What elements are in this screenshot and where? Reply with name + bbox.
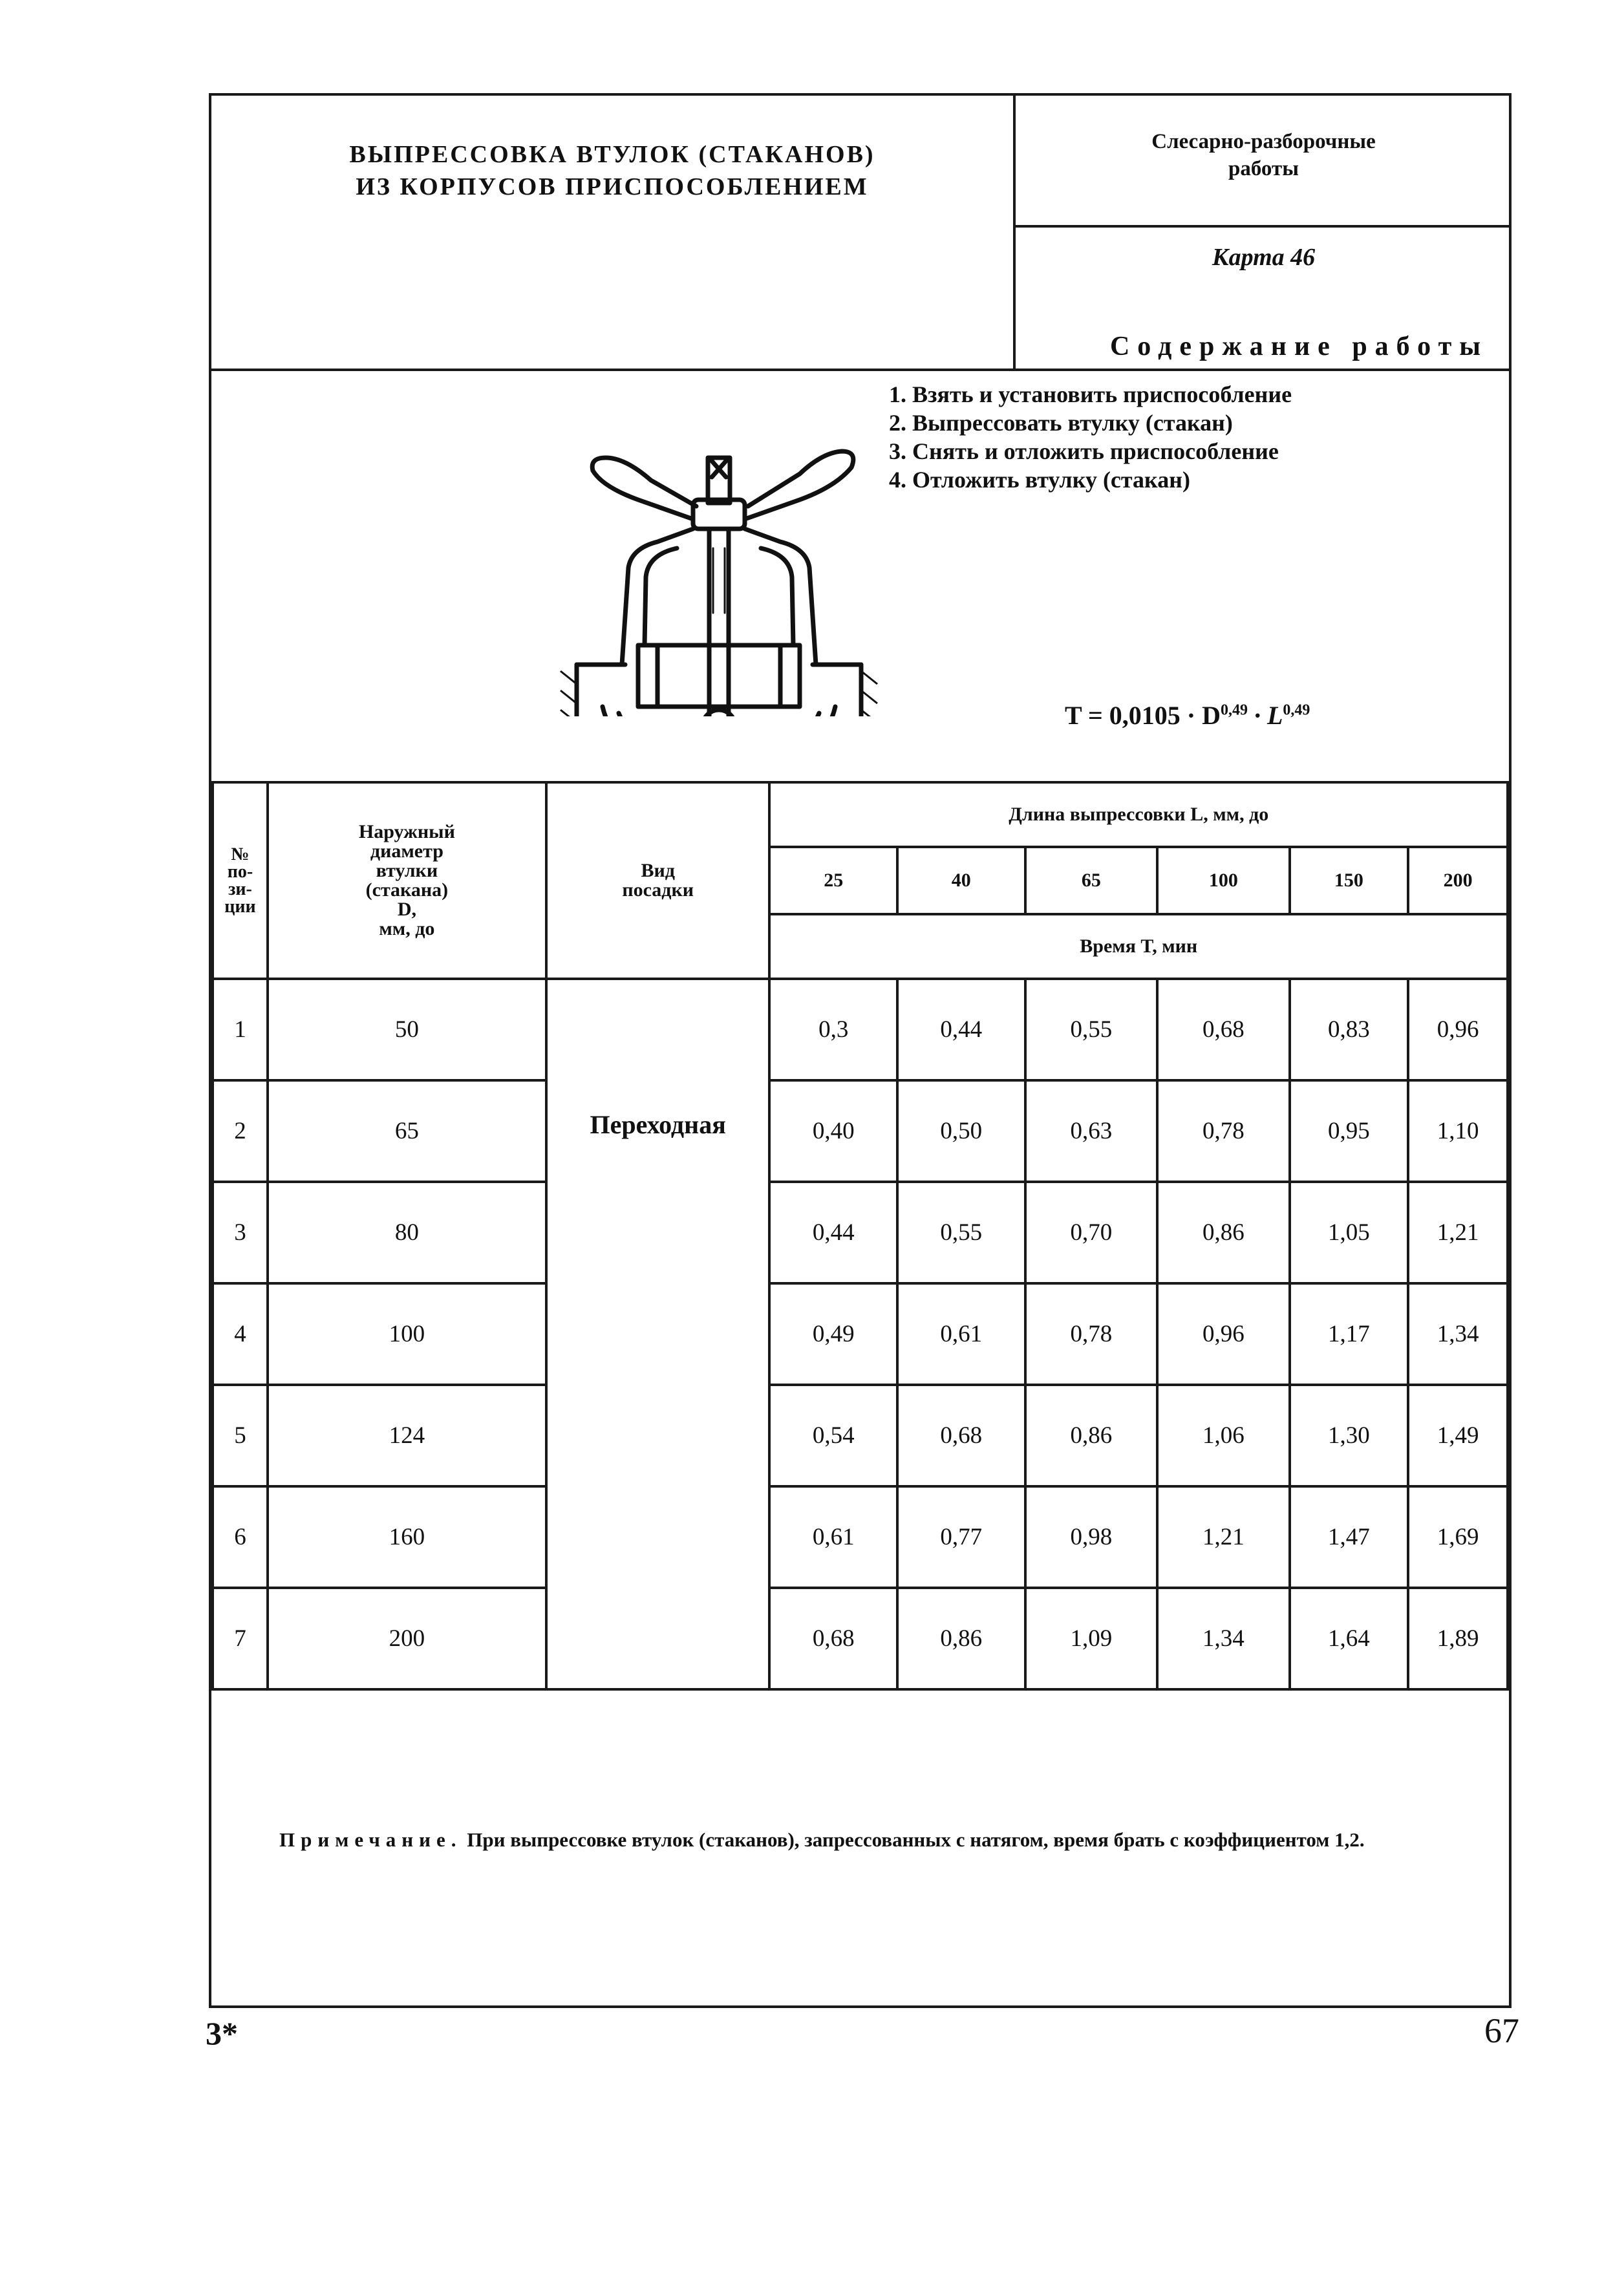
length-header: Длина выпрессовки L, мм, до <box>769 782 1508 847</box>
puller-tool-drawing-icon <box>464 354 955 716</box>
fit-type-cell: Переходная <box>546 979 770 1689</box>
fit-column-header: Вид посадки <box>546 782 770 979</box>
time-cell: 0,3 <box>769 979 897 1080</box>
position-cell: 6 <box>213 1486 268 1588</box>
time-cell: 1,89 <box>1408 1588 1508 1689</box>
time-cell: 0,55 <box>897 1182 1025 1283</box>
length-header-cell: 40 <box>897 847 1025 914</box>
time-cell: 0,86 <box>1025 1385 1158 1486</box>
diameter-cell: 80 <box>268 1182 546 1283</box>
category-card-divider <box>1013 225 1509 228</box>
work-step: 4. Отложить втулку (стакан) <box>889 467 1190 493</box>
signature-mark: 3* <box>206 2015 238 2051</box>
diameter-cell: 100 <box>268 1283 546 1385</box>
table-row <box>213 1080 1508 1182</box>
time-cell: 0,77 <box>897 1486 1025 1588</box>
time-cell: 1,17 <box>1290 1283 1409 1385</box>
time-cell: 1,05 <box>1290 1182 1409 1283</box>
diameter-column-header: Наружный диаметр втулки (стакана) D, мм, до <box>268 782 546 979</box>
table-row <box>213 1182 1508 1283</box>
time-cell: 1,34 <box>1157 1588 1290 1689</box>
time-cell: 1,69 <box>1408 1486 1508 1588</box>
time-cell: 0,44 <box>897 979 1025 1080</box>
length-header-cell: 65 <box>1025 847 1158 914</box>
time-cell: 0,86 <box>1157 1182 1290 1283</box>
position-cell: 7 <box>213 1588 268 1689</box>
diameter-cell: 65 <box>268 1080 546 1182</box>
time-cell: 0,86 <box>897 1588 1025 1689</box>
time-cell: 0,68 <box>769 1588 897 1689</box>
work-step: 2. Выпрессовать втулку (стакан) <box>889 410 1233 436</box>
page-title <box>211 138 1013 203</box>
time-cell: 0,44 <box>769 1182 897 1283</box>
diameter-cell: 200 <box>268 1588 546 1689</box>
length-header-cell: 25 <box>769 847 897 914</box>
length-header-cell: 100 <box>1157 847 1290 914</box>
time-cell: 0,61 <box>897 1283 1025 1385</box>
position-cell: 3 <box>213 1182 268 1283</box>
title-line-1: ВЫПРЕССОВКА ВТУЛОК (СТАКАНОВ) <box>349 141 875 168</box>
formula-exponent-d: 0,49 <box>1220 701 1248 719</box>
time-cell: 0,68 <box>897 1385 1025 1486</box>
position-cell: 5 <box>213 1385 268 1486</box>
time-cell: 0,50 <box>897 1080 1025 1182</box>
time-cell: 0,54 <box>769 1385 897 1486</box>
time-cell: 0,68 <box>1157 979 1290 1080</box>
time-cell: 1,30 <box>1290 1385 1409 1486</box>
time-cell: 0,55 <box>1025 979 1158 1080</box>
position-cell: 4 <box>213 1283 268 1385</box>
time-cell: 0,40 <box>769 1080 897 1182</box>
time-cell: 0,78 <box>1025 1283 1158 1385</box>
time-cell: 0,70 <box>1025 1182 1158 1283</box>
diameter-cell: 124 <box>268 1385 546 1486</box>
formula-exponent-l: 0,49 <box>1283 701 1310 719</box>
time-cell: 0,61 <box>769 1486 897 1588</box>
time-formula <box>1065 700 1388 731</box>
title-line-2: ИЗ КОРПУСОВ ПРИСПОСОБЛЕНИЕМ <box>356 173 869 200</box>
category-line-2: работы <box>1228 157 1299 180</box>
time-cell: 1,21 <box>1408 1182 1508 1283</box>
time-cell: 1,47 <box>1290 1486 1409 1588</box>
formula-mid: · L <box>1247 701 1283 730</box>
category-line-1: Слесарно-разборочные <box>1151 130 1376 153</box>
time-cell: 0,49 <box>769 1283 897 1385</box>
time-cell: 1,49 <box>1408 1385 1508 1486</box>
time-norms-table <box>211 781 1509 1691</box>
time-header: Время T, мин <box>769 914 1508 979</box>
time-cell: 0,96 <box>1408 979 1508 1080</box>
time-cell: 1,64 <box>1290 1588 1409 1689</box>
time-cell: 1,10 <box>1408 1080 1508 1182</box>
work-steps-list <box>889 380 1292 494</box>
time-cell: 0,96 <box>1157 1283 1290 1385</box>
card-frame <box>209 93 1512 2008</box>
work-category <box>1013 128 1514 182</box>
work-step: 1. Взять и установить приспособление <box>889 381 1292 407</box>
time-cell: 1,06 <box>1157 1385 1290 1486</box>
diameter-cell: 50 <box>268 979 546 1080</box>
length-header-cell: 150 <box>1290 847 1409 914</box>
position-cell: 1 <box>213 979 268 1080</box>
card-number: Карта 46 <box>1212 244 1316 271</box>
work-step: 3. Снять и отложить приспособление <box>889 438 1279 464</box>
table-row <box>213 1486 1508 1588</box>
position-column-header: № по- зи- ции <box>213 782 268 979</box>
position-cell: 2 <box>213 1080 268 1182</box>
page-number: 67 <box>1484 2011 1519 2050</box>
time-cell: 0,63 <box>1025 1080 1158 1182</box>
formula-main: T = 0,0105 · D <box>1065 701 1221 730</box>
work-content-title: Содержание работы <box>1109 332 1488 361</box>
length-header-cell: 200 <box>1408 847 1508 914</box>
diameter-cell: 160 <box>268 1486 546 1588</box>
table-row <box>213 1588 1508 1689</box>
time-cell: 0,78 <box>1157 1080 1290 1182</box>
time-cell: 0,98 <box>1025 1486 1158 1588</box>
time-cell: 0,95 <box>1290 1080 1409 1182</box>
footnote-text: При выпрессовке втулок (стаканов), запрессованных с натягом, время брать с коэффициентом 1,2. <box>462 1828 1365 1851</box>
table-row <box>213 1283 1508 1385</box>
time-cell: 1,21 <box>1157 1486 1290 1588</box>
footnote-lead: Примечание. <box>279 1828 462 1851</box>
table-row <box>213 1385 1508 1486</box>
footnote <box>279 1828 1365 1852</box>
time-cell: 1,34 <box>1408 1283 1508 1385</box>
time-cell: 1,09 <box>1025 1588 1158 1689</box>
time-cell: 0,83 <box>1290 979 1409 1080</box>
table-row <box>213 979 1508 1080</box>
